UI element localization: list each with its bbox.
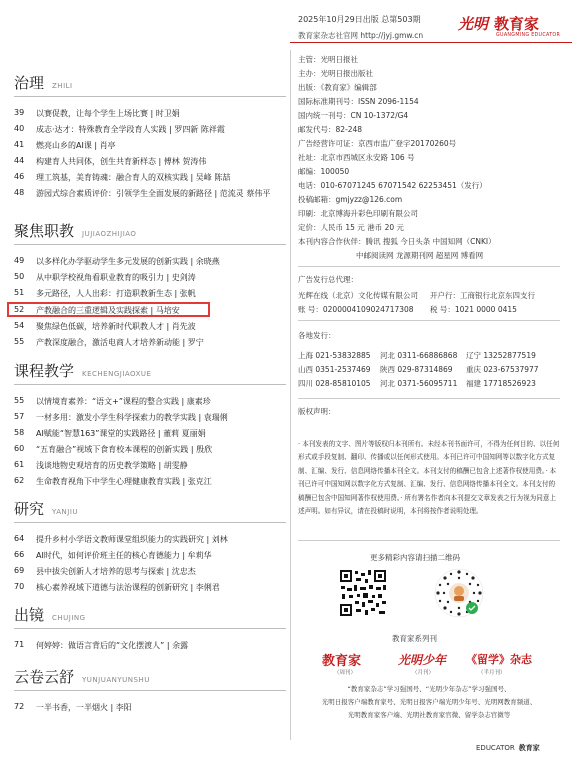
toc-entry[interactable] <box>14 640 188 651</box>
group-divider <box>298 320 560 321</box>
section-kechengjiaoxue <box>14 360 286 385</box>
page-number: 44 <box>14 156 25 165</box>
masthead-line: 印刷：北京博海升彩色印刷有限公司 <box>298 209 418 218</box>
page-number: 50 <box>14 272 25 281</box>
toc-entry-highlighted[interactable] <box>14 305 180 316</box>
distribution-contact: 河北 0311-66886868 <box>380 351 458 360</box>
series-title: 教育家系列刊 <box>392 634 437 643</box>
masthead-line: 国内统一刊号：CN 10-1372/G4 <box>298 111 409 120</box>
ad-tax: 税 号：1021 0000 0415 <box>430 305 517 314</box>
entry-title: 核心素养视域下道德与法治课程的创新研究 | 李俐君 <box>36 583 220 592</box>
section-pinyin: YUNJUANYUNSHU <box>82 676 150 684</box>
entry-title: AI时代，如何评价班主任的核心育德能力 | 牟莉华 <box>36 551 212 560</box>
group-divider <box>298 398 560 399</box>
toc-entry[interactable] <box>14 188 270 199</box>
section-pinyin: CHUJING <box>52 614 86 622</box>
header-divider <box>290 42 572 43</box>
section-jujiaozhijiao <box>14 220 286 245</box>
section-rule <box>14 244 286 245</box>
masthead-line: 中邮阅读网 龙源期刊网 超星网 博看网 <box>356 251 484 260</box>
masthead-line: 社址：北京市西城区永安路 106 号 <box>298 153 415 162</box>
brand-guangming-shaonian: 光明少年 <box>398 653 447 667</box>
page-number: 70 <box>14 582 25 591</box>
section-pinyin: KECHENGJIAOXUE <box>82 370 152 378</box>
copyright-text: · 本刊发表的文字、图片等版权归本刊所有。未经本刊书面许可，不得为任何目的、以任何形式或手段复制、翻印、传播或以任何形式使用。本刊已许可中国知网等以数字化方式复制、汇编、发行、信息网络传播本刊全文。本刊支付的稿酬已包含上述著作权使用费。· 本刊已许可中国知网以数字化方式复制、汇编、发行、信息网络传播本刊全文。本刊支付的稿酬已包含中国知网著作权使用费。· 所有署名作者向本刊提交文章发表之行为视为同意上述声明。如有异议，请在投稿时说明，本刊将按作者说明处理。 <box>298 440 560 516</box>
section-rule <box>14 690 286 691</box>
toc-entry[interactable] <box>14 156 206 167</box>
page-number: 48 <box>14 188 25 197</box>
section-title: 出镜 <box>14 606 45 624</box>
toc-entry[interactable] <box>14 460 188 471</box>
masthead-line: 本刊内容合作伙伴：腾讯 搜狐 今日头条 中国知网（CNKI） <box>298 237 496 246</box>
toc-entry[interactable] <box>14 582 220 593</box>
entry-title: 提升乡村小学语文教师课堂组织能力的实践研究 | 刘林 <box>36 535 228 544</box>
entry-title: 燃亮山乡的AI课 | 肖亭 <box>36 141 116 150</box>
group-divider <box>298 266 560 267</box>
page-number: 49 <box>14 256 25 265</box>
toc-entry[interactable] <box>14 444 212 455</box>
masthead-line: 出版：《教育家》编辑部 <box>298 83 377 92</box>
page-number: 69 <box>14 566 25 575</box>
entry-title: “五育融合”视域下食育校本课程的创新实践 | 殷欣 <box>36 445 213 454</box>
page-number: 72 <box>14 702 25 711</box>
page-number: 52 <box>14 305 25 314</box>
toc-entry[interactable] <box>14 140 116 151</box>
distribution-contact: 福建 17718526923 <box>466 379 536 388</box>
page-number: 58 <box>14 428 25 437</box>
series-note: 光明日报客户端教育家号、光明日报客户端光明少年号、光明网教育频道、 <box>321 698 537 706</box>
entry-title: 何婷婷：做语言背后的“文化摆渡人” | 余露 <box>36 641 189 650</box>
toc-entry[interactable] <box>14 550 212 561</box>
distribution-contact: 辽宁 13252877519 <box>466 351 536 360</box>
toc-entry[interactable] <box>14 702 132 713</box>
ad-bank: 开户行：工商银行北京东四支行 <box>430 291 535 300</box>
page-number: 61 <box>14 460 25 469</box>
brand-liuxue: 《留学》杂志 <box>466 653 532 666</box>
page-number: 55 <box>14 396 25 405</box>
toc-entry[interactable] <box>14 476 212 487</box>
masthead-line: 定价：人民币 15 元 港币 20 元 <box>298 223 405 232</box>
toc-entry[interactable] <box>14 534 228 545</box>
footer-en: EDUCATOR <box>476 744 515 752</box>
copyright-title: 版权声明： <box>298 407 336 416</box>
series-note: 光明教育家客户端、光明社教育家官微、留学杂志官微等 <box>347 711 511 719</box>
page-number: 51 <box>14 288 25 297</box>
logo-script: 光明 <box>458 15 489 33</box>
toc-entry[interactable] <box>14 566 196 577</box>
section-pinyin: YANJIU <box>52 508 79 516</box>
distribution-contact: 山西 0351-2537469 <box>298 365 371 374</box>
entry-title: 以赛促教，让每个学生上场比赛 | 时卫娟 <box>36 109 180 118</box>
brand-frequency: （周刊） <box>334 670 357 676</box>
page-number: 62 <box>14 476 25 485</box>
distribution-contact: 上海 021-53832885 <box>298 351 371 360</box>
page-number: 41 <box>14 140 25 149</box>
column-divider <box>290 50 291 740</box>
magazine-logo <box>458 12 572 42</box>
toc-entry[interactable] <box>14 428 206 439</box>
entry-title: 以多样化办学驱动学生多元发展的创新实践 | 余晓燕 <box>36 257 220 266</box>
section-zhili <box>14 72 286 97</box>
qr-code[interactable] <box>338 568 388 618</box>
page-number: 60 <box>14 444 25 453</box>
ad-account: 账 号：0200004109024717308 <box>298 305 414 314</box>
section-rule <box>14 96 286 97</box>
page-number: 66 <box>14 550 25 559</box>
masthead-line: 投稿邮箱：gmjyzz@126.com <box>298 195 403 204</box>
page-number: 54 <box>14 321 25 330</box>
entry-title: 县中拔尖创新人才培养的思考与探索 | 沈忠杰 <box>36 567 196 576</box>
section-rule <box>14 628 286 629</box>
section-chujing <box>14 604 286 629</box>
entry-title: 理工筑基，美育铸魂：融合育人的双核实践 | 吴峰 陈喆 <box>36 173 231 182</box>
toc-entry[interactable] <box>14 396 211 407</box>
brand-frequency: （月刊） <box>412 670 435 676</box>
masthead-line: 主管：光明日报社 <box>298 55 358 64</box>
section-pinyin: JUJIAOZHIJIAO <box>82 230 137 238</box>
entry-title: 产教融合的三重逻辑及实践探索 | 马培安 <box>36 306 180 315</box>
entry-title: AI赋能“智慧163”课堂的实践路径 | 董莉 夏丽娟 <box>36 429 206 438</box>
toc-entry[interactable] <box>14 108 180 119</box>
page-number: 64 <box>14 534 25 543</box>
series-note: “教育家杂志”学习强国号、“光明少年杂志”学习强国号、 <box>347 685 511 693</box>
logo-main: 教育家 <box>494 15 540 33</box>
logo-sub: GUANGMING EDUCATOR <box>496 33 561 38</box>
entry-title: 生命教育视角下中学生心理健康教育实践 | 张克江 <box>36 477 212 486</box>
entry-title: 浅谈地物史观培育的历史教学策略 | 胡雯静 <box>36 461 188 470</box>
distribution-contact: 陕西 029-87314869 <box>380 365 453 374</box>
entry-title: 多元路径，人人出彩：打造职教新生态 | 张帆 <box>36 289 196 298</box>
distribution-contact: 四川 028-85810105 <box>298 379 371 388</box>
page-number: 57 <box>14 412 25 421</box>
issue-date: 2025年10月29日出版 总第503期 <box>298 15 421 24</box>
distribution-contact: 河北 0371-56095711 <box>380 379 458 388</box>
distribution-title: 各地发行： <box>298 331 336 340</box>
entry-title: 以情境育素养：“语文+”课程的整合实践 | 康素珍 <box>36 397 211 406</box>
qr-caption: 更多精彩内容请扫描二维码 <box>370 553 460 562</box>
distribution-contact: 重庆 023-67537977 <box>466 365 539 374</box>
section-pinyin: ZHILI <box>52 82 73 90</box>
toc-entry[interactable] <box>14 124 225 135</box>
page-number: 71 <box>14 640 25 649</box>
entry-title: 游园式综合素质评价：引领学生全面发展的新路径 | 范流灵 蔡伟平 <box>36 189 271 198</box>
section-rule <box>14 384 286 385</box>
toc-entry[interactable] <box>14 337 204 348</box>
section-title: 云卷云舒 <box>14 668 75 686</box>
entry-title: 成志·达才：特殊教育全学段育人实践 | 罗四新 陈祥霞 <box>36 125 225 134</box>
group-divider <box>298 540 560 541</box>
section-title: 课程教学 <box>14 362 75 380</box>
section-rule <box>14 522 286 523</box>
entry-title: 一材多用：激发小学生科学探索力的教学实践 | 袁瑞俐 <box>36 413 228 422</box>
page-footer <box>476 743 540 753</box>
masthead-line: 主办：光明日报出版社 <box>298 69 373 78</box>
page-number: 46 <box>14 172 25 181</box>
toc-entry[interactable] <box>14 256 220 267</box>
masthead-line: 广告经营许可证：京西市监广登字20170260号 <box>298 139 457 148</box>
ad-title: 广告发行总代理： <box>298 275 358 284</box>
masthead-line: 电话：010-67071245 67071542 62253451（发行） <box>298 181 487 190</box>
page-number: 39 <box>14 108 25 117</box>
brand-frequency: （半月刊） <box>478 670 506 676</box>
entry-title: 构建育人共同体，创生共育新样态 | 傅林 贺涛伟 <box>36 157 207 166</box>
entry-title: 一半书香，一半烟火 | 李阳 <box>36 703 132 712</box>
section-yanjiu <box>14 498 286 523</box>
brand-jiaoyujia: 教育家 <box>322 654 362 669</box>
masthead-line: 邮编：100050 <box>298 167 350 176</box>
ad-company: 光辉在线（北京）文化传媒有限公司 <box>298 291 418 300</box>
website-link[interactable]: 教育家杂志社官网 http://jyj.gmw.cn <box>298 31 424 40</box>
toc-entry[interactable] <box>14 172 230 183</box>
masthead-line: 邮发代号：82-248 <box>298 125 363 134</box>
toc-entry[interactable] <box>14 272 196 283</box>
section-title: 治理 <box>14 74 45 92</box>
entry-title: 从中职学校视角看职业教育的吸引力 | 史剑涛 <box>36 273 196 282</box>
footer-cn: 教育家 <box>518 744 540 752</box>
entry-title: 聚焦绿色低碳，培养新时代职教人才 | 肖先波 <box>36 322 196 331</box>
toc-entry[interactable] <box>14 288 196 299</box>
toc-entry[interactable] <box>14 412 228 423</box>
entry-title: 产教深度融合，激活电商人才培养新动能 | 罗宁 <box>36 338 204 347</box>
page-number: 40 <box>14 124 25 133</box>
section-title: 聚焦职教 <box>14 222 75 240</box>
mini-program-code[interactable] <box>434 568 484 618</box>
masthead-line: 国际标准期刊号：ISSN 2096-1154 <box>298 97 419 106</box>
toc-entry[interactable] <box>14 321 196 332</box>
page-number: 55 <box>14 337 25 346</box>
section-yunjuanyunshu <box>14 666 286 691</box>
section-title: 研究 <box>14 500 45 518</box>
